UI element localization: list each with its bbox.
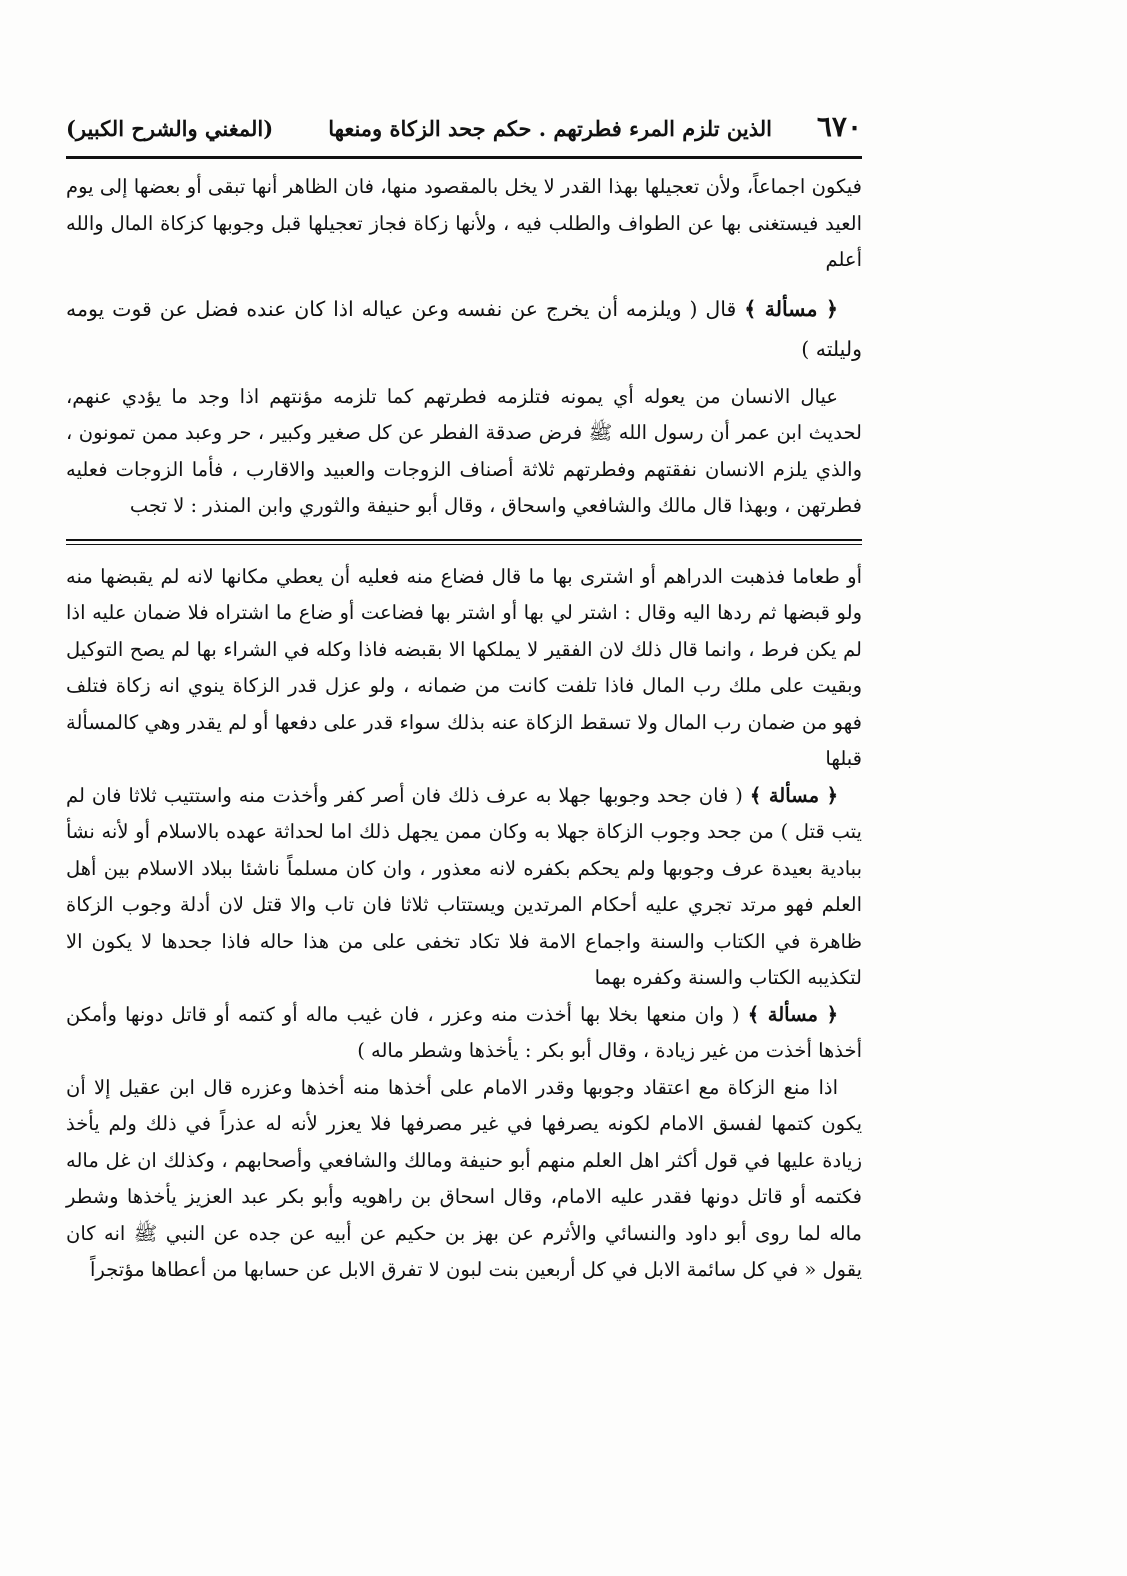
- bottom-paragraph-1: أو طعاما فذهبت الدراهم أو اشترى بها ما قال فضاع منه فعليه أن يعطي مكانها لانه لم يقبضها منه ولو قبضها ثم ردها اليه وقال : اشتر لي بها أو اشتر بها فضاعت أو ضاع ما اشتراه فلا ضمان عليه اذا لم يكن فرط ، وانما قال ذلك لان الفقير لا يملكها الا بقبضه فاذا وكله في الشراء بها لم يصح التوكيل وبقيت على ملك رب المال فاذا تلفت كانت من ضمانه ، ولو عزل قدر الزكاة ينوي انه زكاة فتلف فهو من ضمان رب المال ولا تسقط الزكاة عنه بذلك سواء قدر على دفعها أو لم يقدر وهي كالمسألة قبلها: [66, 564, 862, 770]
- masala-label: ﴿ مسألة ﴾: [747, 1002, 838, 1026]
- document-page: [66, 108, 862, 1289]
- header-subject: الذين تلزم المرء فطرتهم . حكم جحد الزكاة ومنعها: [328, 116, 772, 141]
- header-book-title: (المغني والشرح الكبير): [66, 116, 274, 141]
- masala-text: ( فان جحد وجوبها جهلا به عرف ذلك فان أصر كفر وأخذت منه واستتيب ثلاثا فان لم يتب قتل ): [66, 783, 862, 843]
- masala-label: ﴿ مسألة ﴾: [749, 783, 838, 807]
- bottom-paragraph-2: من جحد وجوب الزكاة جهلا به وكان ممن يجهل ذلك اما لحداثة عهده بالاسلام أو لأنه نشأ ببادية بعيدة عرف وجوبها ولم يحكم بكفره لانه معذور ، وان كان مسلماً ناشئا ببلاد الاسلام بين أهل العلم فهو مرتد تجري عليه أحكام المرتدين ويستتاب ثلاثا فان تاب والا قتل لان أدلة وجوب الزكاة ظاهرة في الكتاب والسنة واجماع الامة فلا تكاد تخفى على من هذا حاله فاذا جحدها لا يكون الا لتكذيبه الكتاب والسنة وكفره بهما: [66, 820, 862, 989]
- bottom-paragraph-3: اذا منع الزكاة مع اعتقاد وجوبها وقدر الامام على أخذها منه أخذها وعزره قال ابن عقيل إلا أن يكون كتمها لفسق الامام لكونه يصرفها في غير مصرفها فلا يعزر لأنه له عذراً في ذلك ولم يأخذ زيادة عليها في قول أكثر اهل العلم منهم أبو حنيفة ومالك والشافعي وأصحابهم ، وكذلك ان غل ماله فكتمه أو قاتل دونها فقدر عليه الامام، وقال اسحاق بن راهويه وأبو بكر عبد العزيز يأخذها وشطر ماله لما روى أبو داود والنسائي والأثرم عن بهز بن حكيم عن أبيه عن جده عن النبي ﷺ انه كان يقول « في كل سائمة الابل في كل أربعين بنت لبون لا تفرق الابل عن حسابها من أعطاها مؤتجراً: [66, 1075, 862, 1281]
- top-paragraph-2: عيال الانسان من يعوله أي يمونه فتلزمه فطرتهم كما تلزمه مؤنتهم اذا وجد ما يؤدي عنهم، لحديث ابن عمر أن رسول الله ﷺ فرض صدقة الفطر عن كل صغير وكبير ، حر وعبد ممن تمونون ، والذي يلزم الانسان نفقتهم وفطرتهم ثلاثة أصناف الزوجات والعبيد والاقارب ، فأما الزوجات فعليه فطرتهن ، وبهذا قال مالك والشافعي واسحاق ، وقال أبو حنيفة والثوري وابن المنذر : لا تجب: [66, 384, 862, 517]
- bottom-masala-2: [66, 778, 862, 997]
- running-header: [66, 108, 862, 154]
- masala-label: ﴿ مسألة ﴾: [744, 296, 838, 321]
- page-number: ٦٧٠: [816, 110, 862, 143]
- masala-text: قال ( ويلزمه أن يخرج عن نفسه وعن عياله اذا كان عنده فضل عن قوت يومه وليلته ): [66, 296, 862, 361]
- section-divider: [66, 539, 862, 545]
- header-rule: [66, 156, 862, 159]
- top-paragraph-1: فيكون اجماعاً، ولأن تعجيلها بهذا القدر لا يخل بالمقصود منها، فان الظاهر أنها تبقى أو بعضها إلى يوم العيد فيستغنى بها عن الطواف والطلب فيه ، ولأنها زكاة فجاز تعجيلها قبل وجوبها كزكاة المال والله أعلم: [66, 175, 862, 271]
- top-masala-1: [66, 289, 862, 369]
- bottom-masala-3: [66, 997, 862, 1070]
- masala-text: ( وان منعها بخلا بها أخذت منه وعزر ، فان غيب ماله أو كتمه أو قاتل دونها وأمكن أخذها أخذت من غير زيادة ، وقال أبو بكر : يأخذها وشطر ماله ): [66, 1002, 862, 1062]
